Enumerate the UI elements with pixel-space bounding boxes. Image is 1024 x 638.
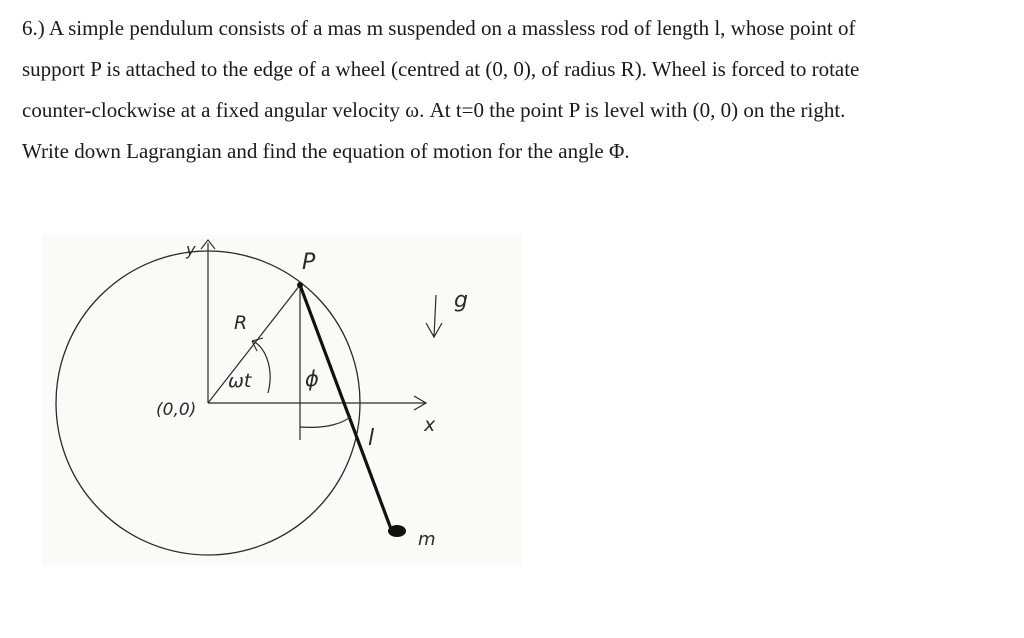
y-axis-label: y — [186, 240, 196, 259]
rod-length-label: l — [368, 426, 375, 451]
radius-label: R — [234, 312, 248, 334]
support-point-p — [297, 282, 303, 288]
problem-line-2: support P is attached to the edge of a wheel (centred at (0, 0), of radius R). Wheel is forced to rotate — [22, 57, 860, 81]
pendulum-figure — [42, 235, 522, 565]
mass-label: m — [418, 529, 436, 550]
point-p-label: P — [302, 250, 316, 275]
x-axis-label: x — [424, 414, 436, 436]
pendulum-bob — [388, 525, 406, 537]
origin-label: (0,0) — [156, 400, 197, 420]
problem-line-1: 6.) A simple pendulum consists of a mas m suspended on a massless rod of length l, whose point of — [22, 16, 856, 40]
problem-line-3: counter-clockwise at a fixed angular velocity ω. At t=0 the point P is level with (0, 0) on the right. — [22, 98, 846, 122]
gravity-label: g — [454, 288, 468, 313]
figure-background — [42, 235, 522, 565]
pendulum-angle-label: ϕ — [305, 367, 319, 391]
wheel-angle-label: ωt — [228, 370, 252, 392]
pendulum-diagram — [42, 235, 522, 565]
problem-statement — [22, 8, 1002, 172]
problem-line-4: Write down Lagrangian and find the equation of motion for the angle Φ. — [22, 139, 630, 163]
